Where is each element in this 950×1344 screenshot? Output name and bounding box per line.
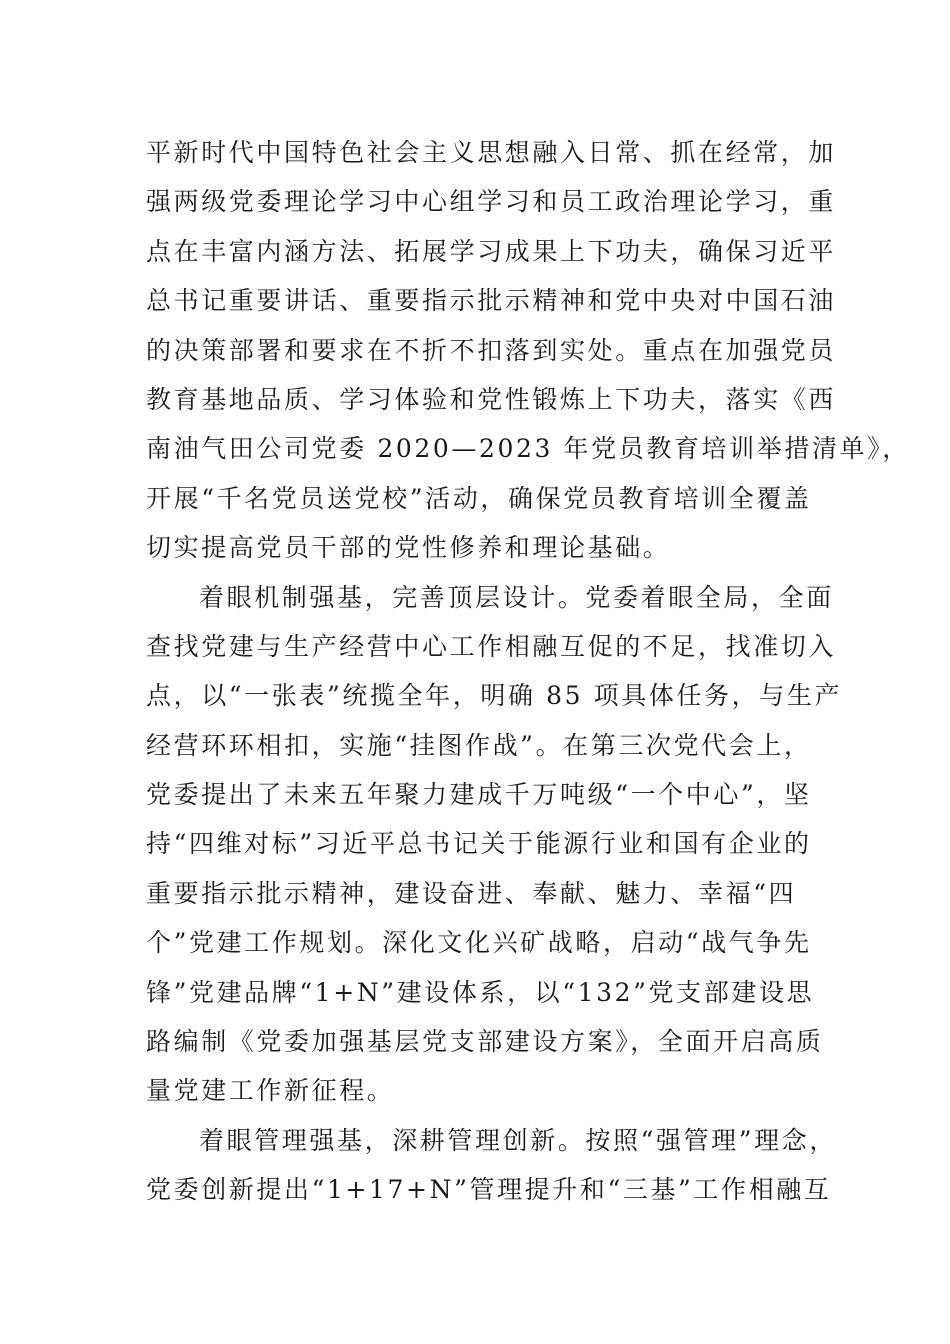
- text-line: 平新时代中国特色社会主义思想融入日常、抓在经常，加: [146, 138, 837, 167]
- text-line: 的决策部署和要求在不折不扣落到实处。重点在加强党员: [146, 335, 837, 365]
- text-line: 查找党建与生产经营中心工作相融互促的不足，找准切入: [146, 631, 837, 661]
- text-line: 党委创新提出“1+17+N”管理提升和“三基”工作相融互: [146, 1175, 832, 1205]
- text-line: 教育基地品质、学习体验和党性锻炼上下功夫，落实《西: [146, 384, 837, 414]
- paragraph-first-line: 着眼机制强基，完善顶层设计。党委着眼全局，全面: [199, 582, 834, 612]
- body-text: [146, 128, 910, 1215]
- text-line: 南油气田公司党委 2020—2023 年党员教育培训举措清单》，: [146, 434, 910, 464]
- text-line: 经营环环相扣，实施“挂图作战”。在第三次党代会上，: [146, 730, 812, 760]
- text-line: 路编制《党委加强基层党支部建设方案》，全面开启高质: [146, 1027, 824, 1057]
- text-line: 量党建工作新征程。: [146, 1076, 395, 1106]
- text-line: 个”党建工作规划。深化文化兴矿战略，启动“战气争先: [146, 928, 812, 958]
- text-line: 重要指示批示精神，建设奋进、奉献、魅力、幸福“四: [146, 878, 797, 908]
- text-line: 总书记重要讲话、重要指示批示精神和党中央对中国石油: [146, 286, 837, 316]
- text-line: 开展“千名党员送党校”活动，确保党员教育培训全覆盖: [146, 483, 812, 513]
- paragraph-first-line: 着眼管理强基，深耕管理创新。按照“强管理”理念，: [199, 1125, 837, 1155]
- text-line: 锋”党建品牌“1+N”建设体系，以“132”党支部建设思: [146, 977, 815, 1007]
- text-line: 持“四维对标”习近平总书记关于能源行业和国有企业的: [146, 829, 812, 859]
- text-line: 党委提出了未来五年聚力建成千万吨级“一个中心”，坚: [146, 780, 812, 810]
- text-line: 强两级党委理论学习中心组学习和员工政治理论学习，重: [146, 187, 837, 217]
- text-line: 切实提高党员干部的党性修养和理论基础。: [146, 533, 671, 563]
- text-line: 点在丰富内涵方法、拓展学习成果上下功夫，确保习近平: [146, 236, 837, 266]
- text-line: 点，以“一张表”统揽全年，明确 85 项具体任务，与生产: [146, 681, 843, 711]
